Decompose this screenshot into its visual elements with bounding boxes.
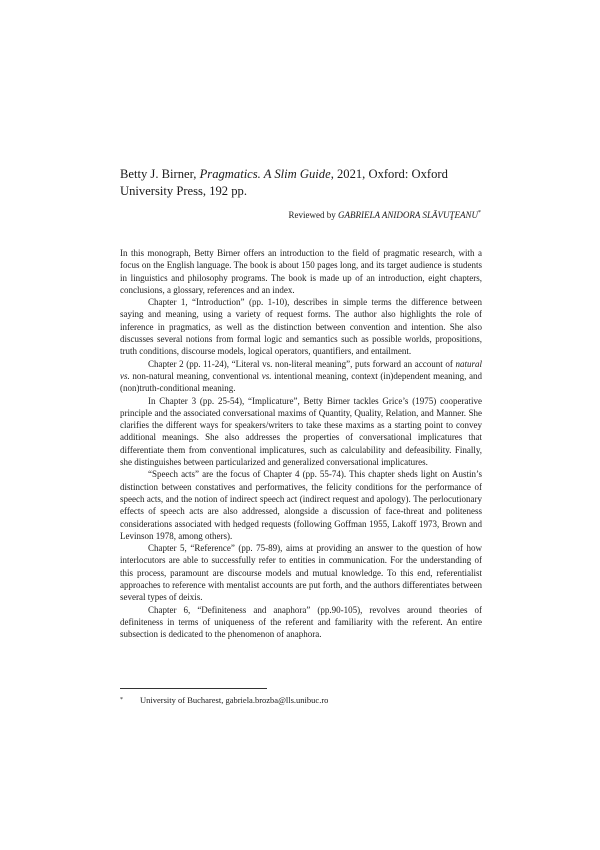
footnote-divider: [120, 688, 267, 689]
book-author: Betty J. Birner,: [120, 167, 197, 181]
paragraph-intro: In this monograph, Betty Birner offers an introduction to the field of pragmatic research, with a focus on the English language. The book is about 150 pages long, and its target audience is students in linguistics and philosophy programs. The book is made up of an introduction, eight chapters, conclusions, a glossary, references and an index.: [120, 248, 482, 295]
paragraph-chapter-1: Chapter 1, “Introduction” (pp. 1-10), describes in simple terms the difference between saying and meaning, using a variety of request forms. The author also highlights the role of inference in pragmatics, as well as the distinction between convention and intention. She also discusses several notions from formal logic and semantics such as possible worlds, propositions, truth conditions, discourse models, logical operators, quantifiers, and entailment.: [120, 297, 482, 357]
paragraph-chapter-2-part-c: intentional meaning, context (in)dependent meaning, and (non)truth-conditional meaning.: [120, 370, 482, 394]
paragraph-chapter-2: [120, 358, 482, 395]
paragraph-chapter-2-part-a: Chapter 2 (pp. 11-24), “Literal vs. non-literal meaning”, puts forward an account of: [148, 358, 456, 369]
reviewer-name: GABRIELA ANIDORA SLĂVUŢEANU: [338, 210, 478, 220]
footnote-marker: *: [120, 697, 123, 703]
reviewer-line: [119, 209, 481, 221]
footnote-text: University of Bucharest, gabriela.brozba@lls.unibuc.ro: [140, 695, 329, 705]
paragraph-chapter-5: Chapter 5, “Reference” (pp. 75-89), aims at providing an answer to the question of how interlocutors are able to successfully refer to entities in communication. For the understanding of this process, paramount are discourse models and mutual knowledge. To this end, referentialist approaches to reference with mentalist accounts are put forth, and the authors differentiates between several types of deixis.: [120, 543, 482, 603]
reviewed-by-label: Reviewed by: [288, 210, 336, 220]
paragraph-chapter-6: Chapter 6, “Definiteness and anaphora” (pp.90-105), revolves around theories of definiteness in terms of uniqueness of the referent and familiarity with the referent. An entire subsection is dedicated to the phenomenon of anaphora.: [120, 604, 482, 640]
paragraph-chapter-2-italic-1: natural vs.: [120, 358, 482, 381]
book-reference-heading: [120, 166, 482, 200]
book-publication: , 2021, Oxford: Oxford University Press, 192 pp.: [120, 167, 448, 198]
footnote-reference-marker: *: [478, 210, 481, 216]
book-title: Pragmatics. A Slim Guide: [199, 167, 331, 181]
paragraph-chapter-4: “Speech acts” are the focus of Chapter 4 (pp. 55-74). This chapter sheds light on Austin’s distinction between constatives and performatives, the felicity conditions for the performance of speech acts, and the notion of indirect speech act (indirect request and apology). The perlocutionary effects of speech acts are also addressed, alongside a discussion of face-threat and politeness considerations associated with hedged requests (following Goffman 1955, Lakoff 1973, Brown and Levinson 1978, among others).: [120, 469, 482, 541]
footnote: [120, 695, 482, 706]
paragraph-chapter-2-part-b: non-natural meaning, conventional: [129, 370, 262, 381]
paragraph-chapter-2-italic-2: vs.: [261, 370, 272, 381]
review-body: [120, 247, 482, 641]
paragraph-chapter-3: In Chapter 3 (pp. 25-54), “Implicature”, Betty Birner tackles Grice’s (1975) cooperative principle and the associated conversational maxims of Quantity, Quality, Relation, and Manner. She clarifies the different ways for speakers/writers to take these maxims as a starting point to convey additional meanings. She also addresses the properties of conversational implicatures that differentiate them from conventional implicatures, such as calculability and defeasibility. Finally, she distinguishes between particularized and generalized conversational implicatures.: [120, 395, 482, 468]
